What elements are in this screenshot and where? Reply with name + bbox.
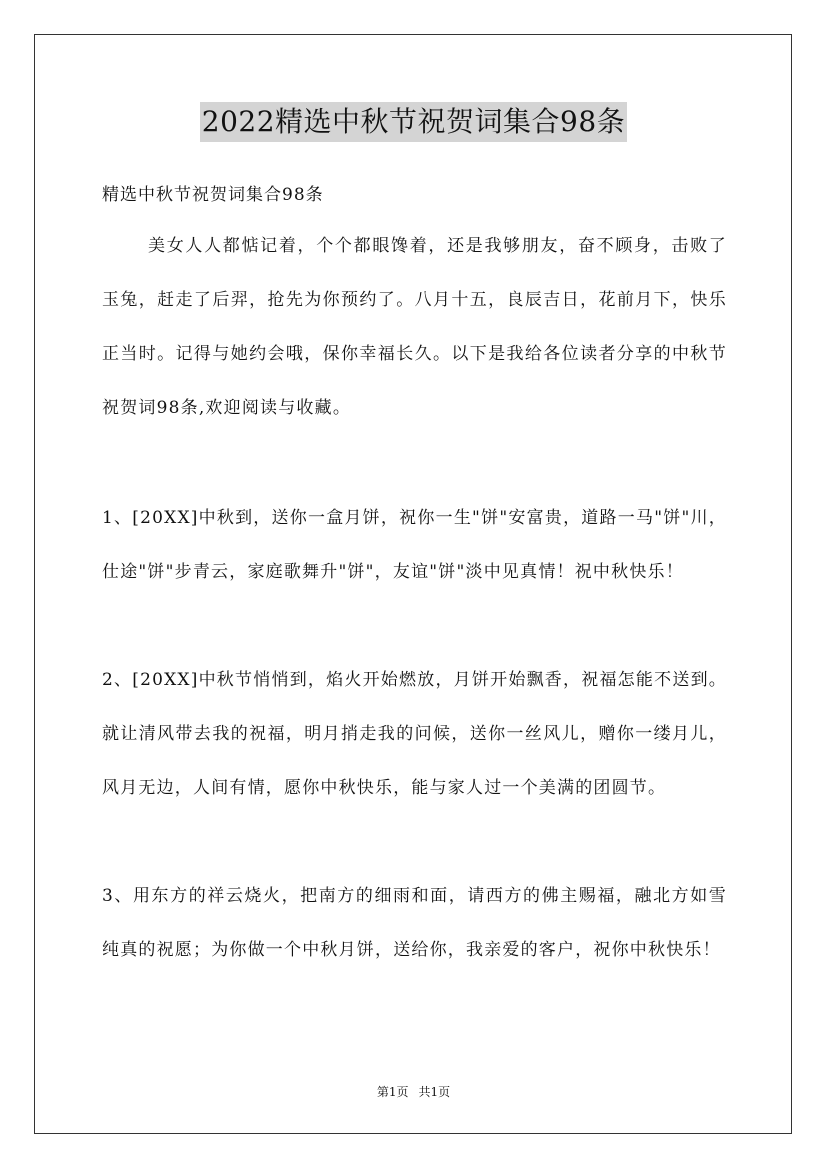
greeting-item-1: 1、[20XX]中秋到，送你一盒月饼，祝你一生"饼"安富贵，道路一马"饼"川，仕途"饼"步青云，家庭歌舞升"饼"，友谊"饼"淡中见真情！祝中秋快乐！ [102,508,727,582]
greeting-item-2: 2、[20XX]中秋节悄悄到，焰火开始燃放，月饼开始飘香，祝福怎能不送到。就让清风带去我的祝福，明月捎走我的问候，送你一丝风儿，赠你一缕月儿，风月无边，人间有情，愿你中秋快乐，能与家人过一个美满的团圆节。 [102,670,727,798]
greeting-item-3: 3、用东方的祥云烧火，把南方的细雨和面，请西方的佛主赐福，融北方如雪纯真的祝愿；为你做一个中秋月饼，送给你，我亲爱的客户，祝你中秋快乐！ [102,886,727,960]
page-total: 共1页 [418,1085,451,1099]
intro-paragraph: 美女人人都惦记着，个个都眼馋着，还是我够朋友，奋不顾身，击败了玉兔，赶走了后羿，抢先为你预约了。八月十五，良辰吉日，花前月下，快乐正当时。记得与她约会哦，保你幸福长久。以下是我给各位读者分享的中秋节祝贺词98条,欢迎阅读与收藏。 [102,236,727,418]
page-footer [0,1083,827,1101]
title-container [0,102,827,142]
document-title: 2022精选中秋节祝贺词集合98条 [200,102,627,142]
document-subtitle: 精选中秋节祝贺词集合98条 [102,185,324,205]
page-number: 第1页 [376,1085,409,1099]
